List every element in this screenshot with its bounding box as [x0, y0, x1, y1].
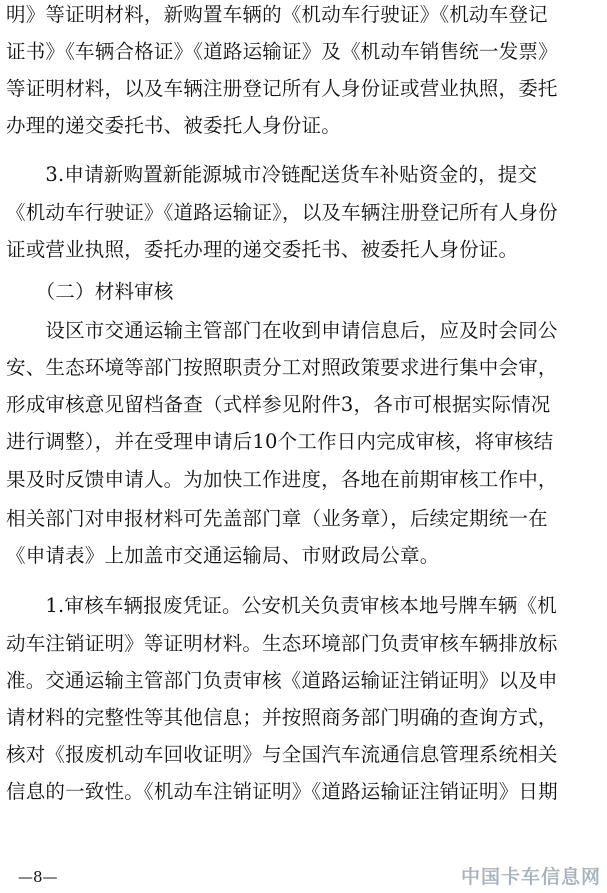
text-line: 3.申请新购置新能源城市冷链配送货车补贴资金的，提交: [6, 163, 538, 186]
text-line: 办理的递交委托书、被委托人身份证。: [6, 114, 341, 137]
text-line: 进行调整），并在受理申请后10个工作日内完成审核，将审核结: [6, 430, 554, 453]
text-line: 核对《报废机动车回收证明》与全国汽车流通信息管理系统相关: [6, 743, 558, 766]
text-line: 证书》《车辆合格证》《道路运输证》及《机动车销售统一发票》: [6, 40, 558, 63]
section-heading: （二）材料审核: [6, 280, 174, 303]
text-line: 动车注销证明》等证明材料。生态环境部门负责审核车辆排放标: [6, 632, 558, 655]
text-line: 等证明材料，以及车辆注册登记所有人身份证或营业执照，委托: [6, 77, 558, 100]
text-line: 《申请表》上加盖市交通运输局、市财政局公章。: [6, 544, 440, 567]
text-line: 果及时反馈申请人。为加快工作进度，各地在前期审核工作中，: [6, 468, 558, 491]
text-line: 安、生态环境等部门按照职责分工对照政策要求进行集中会审，: [6, 356, 558, 379]
watermark-logo: 中国卡车信息网: [460, 866, 601, 888]
text-line: 《机动车行驶证》《道路运输证》，以及车辆注册登记所有人身份: [6, 201, 558, 224]
text-line: 1.审核车辆报废凭证。公安机关负责审核本地号牌车辆《机: [6, 594, 557, 617]
text-line: 形成审核意见留档备查（式样参见附件3，各市可根据实际情况: [6, 393, 551, 416]
text-line: 准。交通运输主管部门负责审核《道路运输证注销证明》以及申: [6, 669, 558, 692]
text-line: 证或营业执照，委托办理的递交委托书、被委托人身份证。: [6, 238, 519, 261]
text-line: 设区市交通运输主管部门在收到申请信息后，应及时会同公: [6, 319, 558, 342]
page-number: —8—: [18, 868, 58, 886]
text-line: 相关部门对申报材料可先盖部门章（业务章），后续定期统一在: [6, 507, 548, 530]
text-line: 信息的一致性。《机动车注销证明》《道路运输证注销证明》日期: [6, 780, 558, 803]
text-line: 请材料的完整性等其他信息；并按照商务部门明确的查询方式，: [6, 706, 558, 729]
text-line: 明》等证明材料，新购置车辆的《机动车行驶证》《机动车登记: [6, 3, 548, 26]
